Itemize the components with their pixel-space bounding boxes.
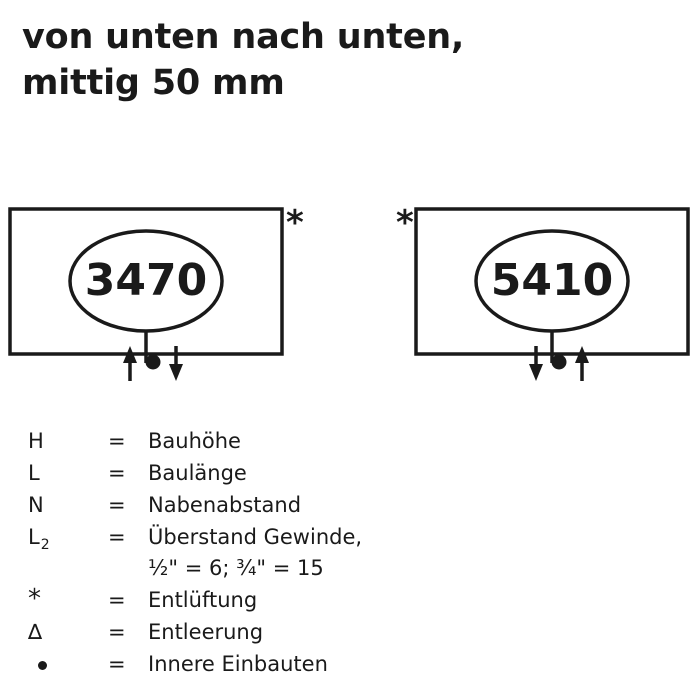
legend-row	[28, 425, 678, 457]
legend-text: Entlüftung	[148, 588, 258, 612]
legend-text-block	[148, 521, 362, 583]
legend-text: Entleerung	[148, 620, 264, 644]
legend-symbol: L	[28, 461, 40, 485]
legend-text: Bauhöhe	[148, 429, 241, 453]
legend-text: Überstand Gewinde,	[148, 525, 363, 549]
internal-fittings-dot-left	[146, 355, 161, 370]
legend-row	[28, 457, 678, 489]
legend-text: Baulänge	[148, 461, 247, 485]
vent-marker-right: *	[396, 203, 414, 243]
vent-marker-left: *	[286, 203, 304, 243]
diagram-group	[0, 185, 700, 400]
legend-symbol	[28, 521, 108, 561]
internal-fittings-dot-right	[552, 355, 567, 370]
legend-row	[28, 583, 678, 616]
legend	[28, 425, 678, 680]
legend-equals: =	[108, 493, 126, 517]
legend-equals: =	[108, 652, 126, 676]
legend-equals: =	[108, 429, 126, 453]
flow-arrow-up-right	[575, 346, 589, 381]
diagram-right	[416, 209, 688, 381]
page-title-line-2: mittig 50 mm	[22, 63, 285, 104]
legend-equals: =	[108, 525, 126, 549]
flow-arrow-up-left	[123, 346, 137, 381]
page-title-line-1: von unten nach unten,	[22, 17, 465, 57]
legend-row	[28, 489, 678, 521]
legend-symbol: N	[28, 493, 44, 517]
legend-symbol-subscript: 2	[40, 537, 50, 554]
legend-row	[28, 616, 678, 648]
flow-arrow-down-right	[529, 346, 543, 381]
legend-row	[28, 521, 678, 583]
legend-symbol-base: L	[28, 525, 40, 549]
legend-symbol-dot	[28, 648, 108, 680]
legend-symbol: H	[28, 429, 44, 453]
legend-text: Innere Einbauten	[148, 652, 328, 676]
legend-row	[28, 648, 678, 680]
diagram-left	[10, 209, 282, 381]
model-label-left: 3470	[84, 255, 208, 306]
legend-text: Nabenabstand	[148, 493, 302, 517]
legend-equals: =	[108, 461, 126, 485]
flow-arrow-down-left	[169, 346, 183, 381]
legend-symbol-asterisk: *	[28, 584, 41, 614]
legend-equals: =	[108, 620, 126, 644]
dot-icon	[38, 661, 47, 670]
model-ellipse-left	[70, 231, 222, 331]
legend-equals: =	[108, 588, 126, 612]
model-ellipse-right	[476, 231, 628, 331]
legend-text-secondary: ½" = 6; ¾" = 15	[148, 556, 324, 580]
legend-symbol-triangle: ∆	[28, 620, 43, 644]
page-title	[22, 14, 662, 106]
model-label-right: 5410	[490, 255, 614, 306]
